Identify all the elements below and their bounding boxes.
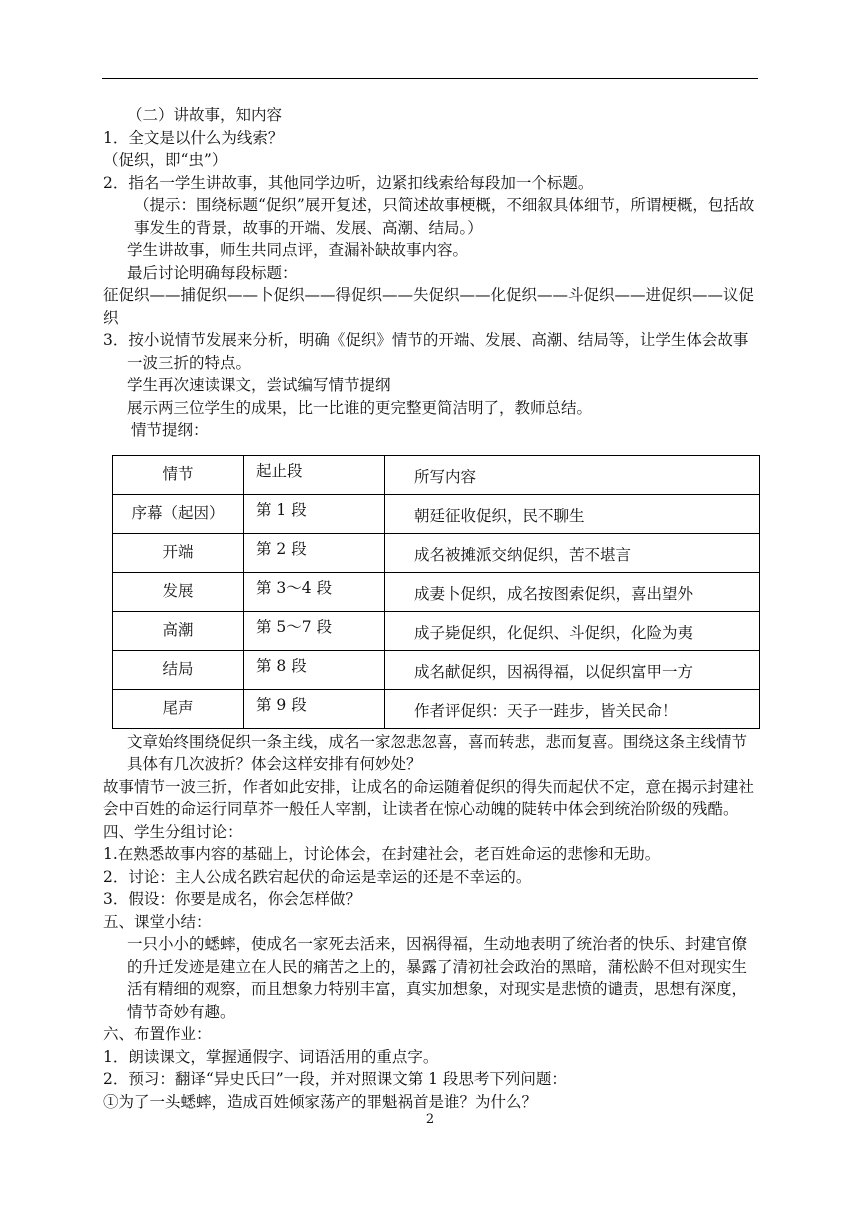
page-number: 2 — [425, 1112, 435, 1127]
table-cell: 第 9 段 — [244, 689, 385, 728]
table-row — [113, 689, 760, 728]
header-rule — [102, 78, 758, 79]
table-cell: 第 3～4 段 — [244, 572, 385, 611]
step-text: 学生再次速读课文，尝试编写情节提纲 — [127, 376, 391, 394]
table-row — [113, 572, 760, 611]
table-cell: 朝廷征收促织，民不聊生 — [385, 494, 760, 533]
table-header-cell: 起止段 — [244, 455, 385, 494]
table-header-cell: 所写内容 — [385, 455, 760, 494]
step-text: 最后讨论明确每段标题： — [127, 263, 298, 282]
section-heading: 四、学生分组讨论： — [103, 822, 243, 841]
table-row — [113, 611, 760, 650]
list-item: 1．朗读课文，掌握通假字、词语活用的重点字。 — [103, 1047, 439, 1066]
list-item: 1.在熟悉故事内容的基础上，讨论体会，在封建社会，老百姓命运的悲惨和无助。 — [103, 845, 661, 863]
table-cell: 第 2 段 — [244, 533, 385, 572]
table-cell: 成名被摊派交纳促织，苦不堪言 — [385, 533, 760, 572]
plot-outline-table — [112, 455, 760, 729]
outline-label: 情节提纲： — [131, 421, 209, 439]
analysis-question: 文章始终围绕促织一条主线，成名一家忽悲忽喜，喜而转悲，悲而复喜。围绕这条主线情节具体有几次波折？体会这样安排有何妙处？ — [127, 732, 748, 773]
list-item: 2．预习：翻译“异史氏曰”一段，并对照课文第 1 段思考下列问题： — [103, 1070, 567, 1088]
table-cell: 成子毙促织，化促织、斗促织，化险为夷 — [385, 611, 760, 650]
list-item: 2．讨论：主人公成名跌宕起伏的命运是幸运的还是不幸运的。 — [103, 867, 532, 886]
table-row — [113, 650, 760, 689]
table-cell: 开端 — [113, 533, 244, 572]
section-heading: （二）讲故事，知内容 — [127, 106, 283, 124]
table-cell: 序幕（起因） — [113, 494, 244, 533]
step-text: 展示两三位学生的成果，比一比谁的更完整更简洁明了，教师总结。 — [127, 398, 593, 417]
summary-paragraph: 一只小小的蟋蟀，使成名一家死去活来，因祸得福，生动地表明了统治者的快乐、封建官僚的升迁发迹是建立在人民的痛苦之上的，暴露了清初社会政治的黑暗，蒲松龄不但对现实生活有精细的观察，而且想象力特别丰富，真实加想象，对现实是悲愤的谴责，思想有深度，情节奇妙有趣。 — [127, 935, 748, 1021]
answer-1: （促织，即“虫”） — [103, 151, 228, 169]
section-heading: 五、课堂小结： — [103, 912, 212, 931]
table-cell: 作者评促织：天子一跬步，皆关民命！ — [385, 689, 760, 728]
table-cell: 第 5～7 段 — [244, 611, 385, 650]
table-cell: 成名献促织，因祸得福，以促织富甲一方 — [385, 650, 760, 689]
table-row — [113, 494, 760, 533]
table-header-row — [113, 455, 760, 494]
table-cell: 成妻卜促织，成名按图索促织，喜出望外 — [385, 572, 760, 611]
table-cell: 结局 — [113, 650, 244, 689]
table-header-cell: 情节 — [113, 455, 244, 494]
table-cell: 第 1 段 — [244, 494, 385, 533]
question-1: 1．全文是以什么为线索？ — [103, 128, 284, 147]
table-cell: 高潮 — [113, 611, 244, 650]
question-3: 3．按小说情节发展来分析，明确《促织》情节的开端、发展、高潮、结局等，让学生体会故事一波三折的特点。 — [103, 331, 749, 372]
step-text: 学生讲故事，师生共同点评，查漏补缺故事内容。 — [127, 241, 469, 259]
table-row — [113, 533, 760, 572]
paragraph-titles: 征促织——捕促织——卜促织——得促织——失促织——化促织——斗促织——进促织——议促织 — [103, 286, 755, 327]
hint-paragraph: （提示：围绕标题“促织”展开复述，只简述故事梗概，不细叙具体细节，所谓梗概，包括故事发生的背景，故事的开端、发展、高潮、结局。） — [134, 196, 755, 237]
list-item: ①为了一头蟋蟀，造成百姓倾家荡产的罪魁祸首是谁？为什么？ — [103, 1092, 538, 1111]
document-body — [103, 104, 760, 1113]
question-2: 2．指名一学生讲故事，其他同学边听，边紧扣线索给每段加一个标题。 — [103, 173, 594, 192]
section-heading: 六、布置作业： — [103, 1025, 212, 1043]
table-cell: 发展 — [113, 572, 244, 611]
list-item: 3．假设：你要是成名，你会怎样做？ — [103, 890, 361, 908]
analysis-answer: 故事情节一波三折，作者如此安排，让成名的命运随着促织的得失而起伏不定，意在揭示封建社会中百姓的命运行同草芥一般任人宰割，让读者在惊心动魄的陡转中体会到统治阶级的残酷。 — [103, 777, 755, 818]
table-cell: 第 8 段 — [244, 650, 385, 689]
table-cell: 尾声 — [113, 689, 244, 728]
